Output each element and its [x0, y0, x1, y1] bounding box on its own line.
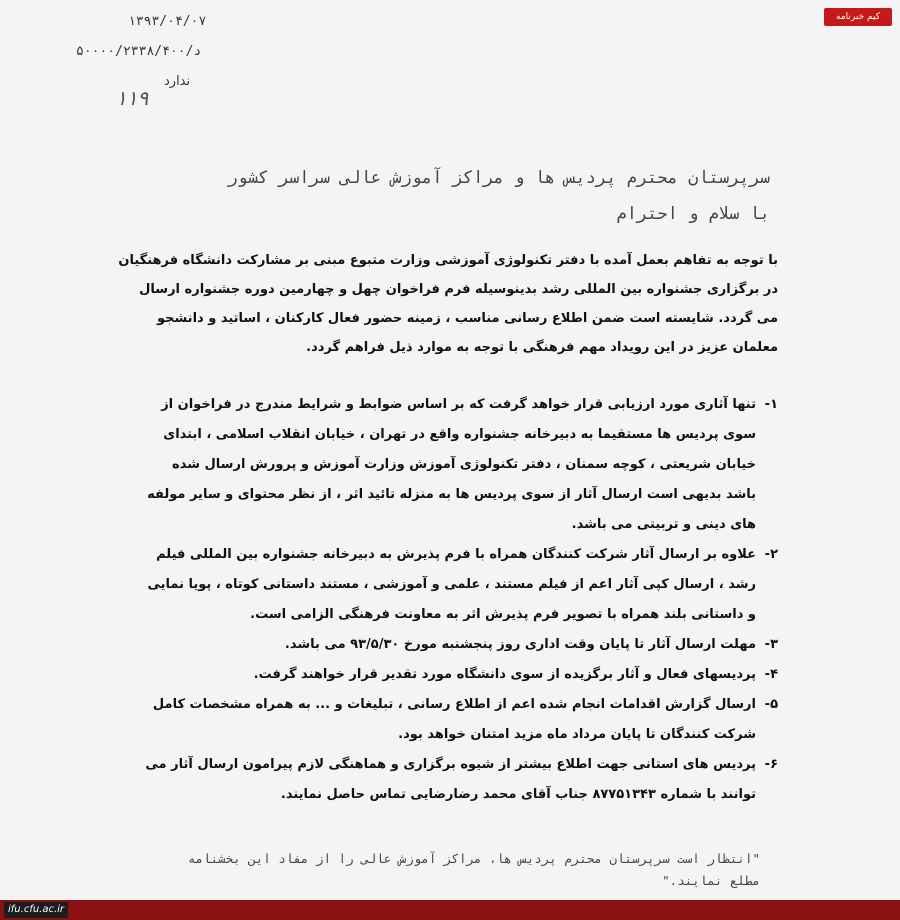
letter-greeting: با سلام و احترام: [616, 204, 770, 224]
list-item: [138, 630, 778, 660]
list-item-text: ارسال گزارش اقدامات انجام شده اعم از اطلاع رسانی ، تبلیغات و ... به همراه مشخصات کامل شرکت کنندگان تا پایان مرداد ماه مزید امتنان خواهد بود.: [152, 697, 756, 742]
closing-note: "انتظار است سرپرستان محترم پردیس ها، مراکز آموزش عالی را از مفاد این بخشنامه مطلع نمایند.": [188, 851, 760, 888]
list-item: [138, 540, 778, 630]
letter-number: د/۵۰۰۰۰/۲۳۳۸/۴۰۰: [76, 44, 202, 59]
list-item-number: ۲-: [764, 547, 778, 562]
list-item-number: ۶-: [764, 757, 778, 772]
site-logo[interactable]: ifu.cfu.ac.ir: [4, 902, 68, 918]
list-item-text: پردیسهای فعال و آثار برگزیده از سوی دانشگاه مورد تقدیر قرار خواهند گرفت.: [253, 667, 756, 682]
list-item: [138, 660, 778, 690]
footer-bar: [0, 900, 900, 920]
letter-attachment: ندارد: [164, 74, 191, 89]
letter-intro-paragraph: با توجه به تفاهم بعمل آمده با دفتر تکنولوژی آموزشی وزارت متبوع مبنی بر مشارکت دانشگاه فرهنگیان در برگزاری جشنواره بین المللی رشد بدینوسیله فرم فراخوان چهل و چهارمین دوره جشنواره ارسال می گردد. شایسته است ضمن اطلاع رسانی مناسب ، زمینه حضور فعال کارکنان ، اساتید و دانشجو معلمان عزیز در این رویداد مهم فرهنگی با توجه به موارد ذیل فراهم گردد.: [118, 253, 778, 355]
list-item: [138, 690, 778, 750]
news-stamp-badge: کیم خبرنامه: [824, 8, 892, 26]
list-item-number: ۳-: [764, 637, 778, 652]
letter-date: ۱۳۹۳/۰۴/۰۷: [128, 14, 207, 29]
list-item-number: ۴-: [764, 667, 778, 682]
list-item: [138, 390, 778, 540]
letter-items-list: [138, 390, 778, 810]
list-item-number: ۵-: [764, 697, 778, 712]
list-item-number: ۱-: [764, 397, 778, 412]
list-item-text: علاوه بر ارسال آثار شرکت کنندگان همراه با فرم پذیرش به دبیرخانه جشنواره بین المللی فیلم رشد ، ارسال کپی آثار اعم از فیلم مستند ، علمی و آموزشی ، مستند داستانی کوتاه ، پویا نمایی و داستانی بلند همراه با تصویر فرم پذیرش اثر به معاونت فرهنگی الزامی است.: [147, 547, 756, 622]
list-item-text: پردیس های استانی جهت اطلاع بیشتر از شیوه برگزاری و هماهنگی لازم پیرامون ارسال آثار می توانند با شماره ۸۷۷۵۱۳۴۳ جناب آقای محمد رضارضایی تماس حاصل نمایند.: [145, 757, 756, 802]
list-item: [138, 750, 778, 810]
list-item-text: تنها آثاری مورد ارزیابی قرار خواهد گرفت که بر اساس ضوابط و شرایط مندرج در فراخوان از سوی پردیس ها مستقیما به دبیرخانه جشنواره واقع در تهران ، خیابان انقلاب اسلامی ، ابتدای خیابان شریعتی ، کوچه سمنان ، دفتر تکنولوژی آموزش وزارت آموزش و پرورش ارسال شده باشد بدیهی است ارسال آثار از سوی پردیس ها به منزله تائید اثر ، از نظر محتوای و سایر مولفه های دینی و تربیتی می باشد.: [147, 397, 756, 532]
letter-recipient: سرپرستان محترم پردیس ها و مراکز آموزش عالی سراسر کشور: [227, 168, 770, 188]
list-item-text: مهلت ارسال آثار تا پایان وقت اداری روز پنجشنبه مورخ ۹۳/۵/۳۰ می باشد.: [284, 637, 756, 652]
handwritten-note: ۱۱۹: [116, 86, 149, 110]
